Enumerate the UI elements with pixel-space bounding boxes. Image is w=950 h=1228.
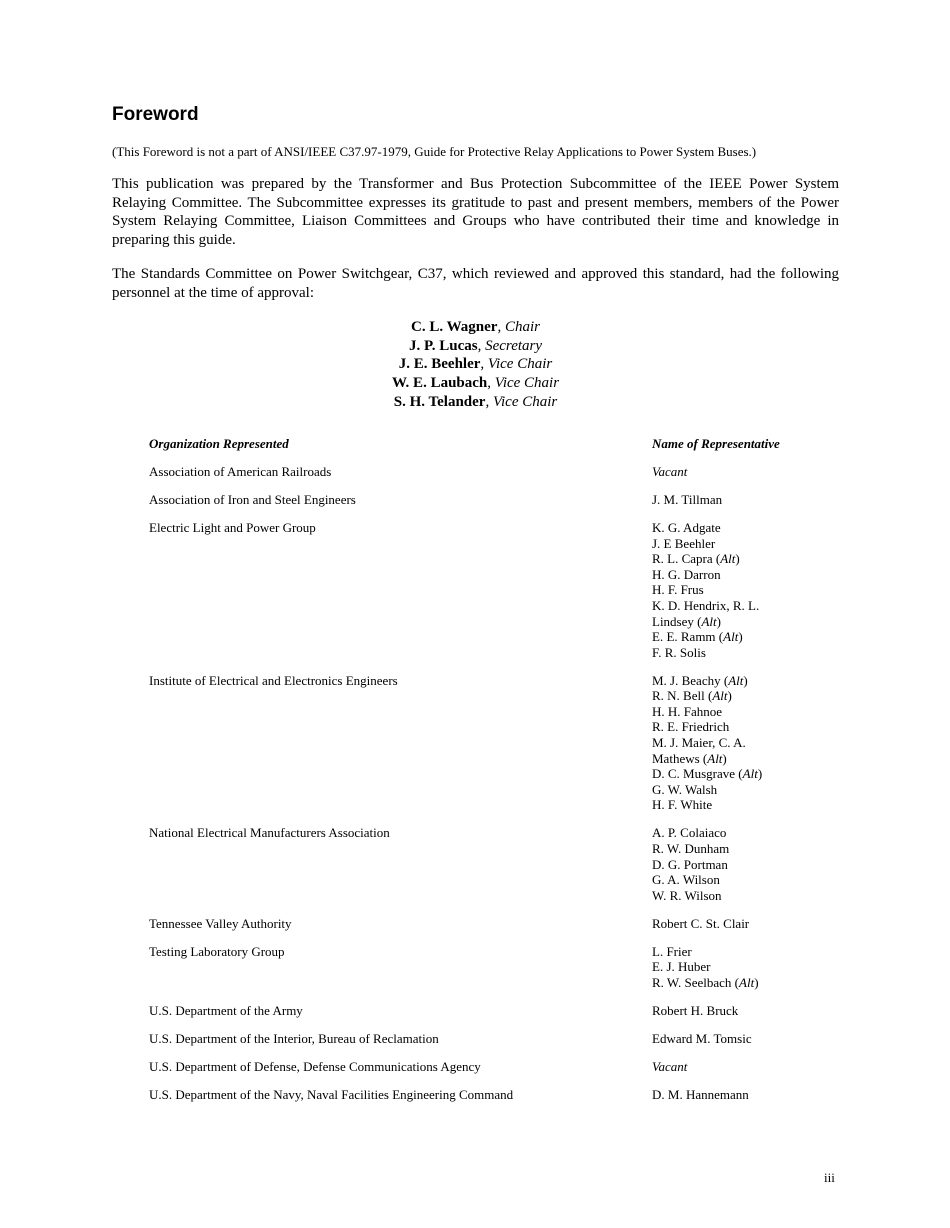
representative-name: D. G. Portman	[652, 856, 728, 872]
representative-name: R. W. Seelbach (Alt)	[652, 974, 759, 990]
representative-name: H. G. Darron	[652, 566, 721, 582]
representative-name: Vacant	[652, 463, 688, 479]
table-row	[149, 916, 809, 932]
representative-name: Mathews (Alt)	[652, 750, 727, 766]
representatives-cell	[652, 825, 802, 903]
organization-cell: National Electrical Manufacturers Association	[149, 825, 390, 841]
officer-role: Vice Chair	[492, 393, 558, 410]
representative-name: H. F. Frus	[652, 582, 704, 598]
representatives-cell	[652, 492, 802, 508]
table-row	[149, 1059, 809, 1075]
officer-role: Secretary	[485, 337, 543, 354]
officer-separator: ,	[480, 356, 488, 373]
representatives-cell	[652, 944, 802, 991]
representative-name: K. D. Hendrix, R. L.	[652, 597, 760, 613]
organization-cell: Association of American Railroads	[149, 463, 332, 479]
header-representative: Name of Representative	[652, 436, 780, 451]
representative-name: H. H. Fahnoe	[652, 703, 723, 719]
representatives-cell	[652, 464, 802, 480]
representatives-cell	[652, 1003, 802, 1019]
representative-name: H. F. White	[652, 797, 713, 813]
representative-name: J. E Beehler	[652, 535, 716, 551]
committee-paragraph: The Standards Committee on Power Switchgear, C37, which reviewed and approved this standard, had the following personnel at the time of approval:	[112, 266, 839, 301]
organization-cell: Institute of Electrical and Electronics Engineers	[149, 672, 398, 688]
table-row	[149, 520, 809, 660]
table-row	[149, 464, 809, 480]
representatives-table	[149, 436, 809, 1115]
organization-cell: U.S. Department of Defense, Defense Communications Agency	[149, 1058, 481, 1074]
officer-line	[112, 318, 839, 337]
representative-name: J. M. Tillman	[652, 491, 723, 507]
officer-line	[112, 337, 839, 356]
representative-name: Edward M. Tomsic	[652, 1030, 752, 1046]
officer-role: Vice Chair	[494, 375, 560, 392]
intro-paragraph: This publication was prepared by the Transformer and Bus Protection Subcommittee of the IEEE Power System Relaying Committee. The Subcommittee expresses its gratitude to past and present members, members of the Power System Relaying Committee, Liaison Committees and Groups who have contributed their time and knowledge in preparing this guide.	[112, 176, 839, 249]
representative-name: E. E. Ramm (Alt)	[652, 629, 743, 645]
foreword-note: (This Foreword is not a part of ANSI/IEEE C37.97-1979, Guide for Protective Relay Applications to Power System Buses.)	[112, 144, 757, 159]
officer-name: C. L. Wagner	[411, 319, 498, 335]
officer-role: Chair	[504, 319, 540, 335]
page-number: iii	[824, 1170, 835, 1185]
table-row	[149, 1003, 809, 1019]
table-row	[149, 1031, 809, 1047]
representative-name: R. L. Capra (Alt)	[652, 551, 740, 567]
officer-separator: ,	[485, 393, 493, 410]
organization-cell: Electric Light and Power Group	[149, 519, 316, 535]
representative-name: D. C. Musgrave (Alt)	[652, 766, 763, 782]
representative-name: M. J. Beachy (Alt)	[652, 672, 748, 688]
representative-name: R. W. Dunham	[652, 841, 730, 857]
officers-list	[112, 318, 839, 412]
officer-name: J. E. Beehler	[398, 356, 481, 373]
representative-name: Robert C. St. Clair	[652, 915, 750, 931]
representative-name: K. G. Adgate	[652, 519, 721, 535]
table-row	[149, 825, 809, 903]
representative-name: Robert H. Bruck	[652, 1002, 739, 1018]
officer-separator: ,	[497, 319, 505, 335]
officer-name: W. E. Laubach	[391, 375, 488, 392]
organization-cell: Tennessee Valley Authority	[149, 915, 292, 931]
officer-line	[112, 393, 839, 412]
representatives-cell	[652, 916, 802, 932]
representatives-cell	[652, 673, 802, 813]
representative-name: R. N. Bell (Alt)	[652, 688, 732, 704]
officer-role: Vice Chair	[487, 356, 553, 373]
officer-separator: ,	[487, 375, 495, 392]
organization-cell: Testing Laboratory Group	[149, 943, 285, 959]
representative-name: R. E. Friedrich	[652, 719, 730, 735]
officer-separator: ,	[477, 337, 486, 354]
organization-cell: U.S. Department of the Army	[149, 1002, 303, 1018]
table-header-row	[149, 436, 809, 452]
representative-name: W. R. Wilson	[652, 887, 722, 903]
officer-line	[112, 374, 839, 393]
representative-name: G. A. Wilson	[652, 872, 720, 888]
representative-name: A. P. Colaiaco	[652, 825, 727, 841]
officer-name: J. P. Lucas	[408, 337, 478, 354]
representatives-cell	[652, 520, 802, 660]
organization-cell: U.S. Department of the Interior, Bureau of Reclamation	[149, 1030, 439, 1046]
representative-name: M. J. Maier, C. A.	[652, 735, 746, 751]
header-organization: Organization Represented	[149, 436, 289, 451]
table-row	[149, 1087, 809, 1103]
representative-name: E. J. Huber	[652, 959, 711, 975]
table-row	[149, 492, 809, 508]
representative-name: L. Frier	[652, 943, 692, 959]
representative-name: D. M. Hannemann	[652, 1086, 749, 1102]
table-row	[149, 673, 809, 813]
representative-name: Lindsey (Alt)	[652, 613, 721, 629]
page-title: Foreword	[112, 104, 199, 125]
representative-name: G. W. Walsh	[652, 781, 718, 797]
representatives-cell	[652, 1087, 802, 1103]
representatives-cell	[652, 1059, 802, 1075]
table-row	[149, 944, 809, 991]
officer-name: S. H. Telander	[393, 393, 486, 410]
representative-name: Vacant	[652, 1058, 688, 1074]
table-body	[149, 464, 809, 1103]
representative-name: F. R. Solis	[652, 644, 706, 660]
representatives-cell	[652, 1031, 802, 1047]
organization-cell: Association of Iron and Steel Engineers	[149, 491, 356, 507]
organization-cell: U.S. Department of the Navy, Naval Facilities Engineering Command	[149, 1086, 514, 1102]
officer-line	[112, 355, 839, 374]
